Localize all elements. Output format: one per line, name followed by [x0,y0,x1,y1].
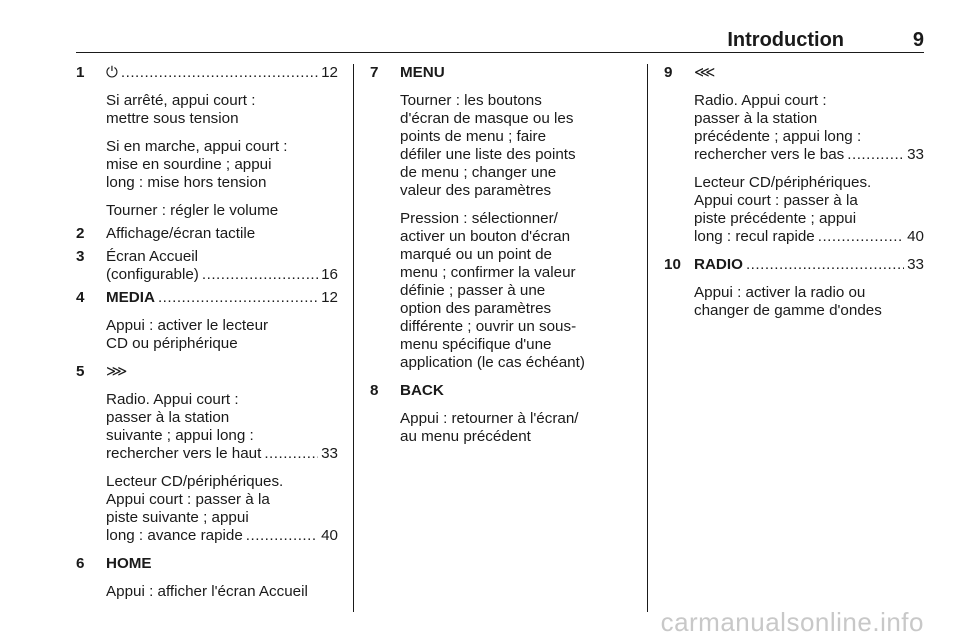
page-reference[interactable]: 12 [321,64,338,81]
entry-number: 4 [76,289,85,306]
paragraph [400,210,630,372]
dot-leader [158,289,318,307]
paragraph [400,410,630,446]
section-title: Introduction [727,29,844,51]
text-line: rechercher vers le haut [106,445,262,462]
dot-leader [264,445,318,463]
text-line: au menu précédent [400,428,531,445]
text-line: Appui court : passer à la [106,491,270,508]
entry-number: 10 [664,256,681,273]
page-reference[interactable]: 40 [907,228,924,245]
entry-2 [76,225,338,243]
seek-forward-icon: ⋙ [106,363,128,380]
text-line: activer un bouton d'écran [400,228,571,245]
text-line: Lecteur CD/périphériques. [694,174,872,191]
text-line: Si arrêté, appui court : [106,92,256,109]
control-label: MENU [400,64,445,81]
text-line: application (le cas échéant) [400,354,585,371]
entry-number: 5 [76,363,85,380]
text-line: Appui court : passer à la [694,192,858,209]
paragraph [106,583,338,601]
dot-leader [246,527,318,545]
control-label: RADIO [694,256,743,273]
page-reference[interactable]: 33 [321,445,338,462]
text-line: de menu ; changer une [400,164,557,181]
entry-number: 8 [370,382,379,399]
text-line: passer à la station [694,110,818,127]
text-line: option des paramètres [400,300,552,317]
paragraph [106,138,338,192]
text-line: menu spécifique d'une [400,336,552,353]
paragraph [106,202,338,220]
text-line: points de menu ; faire [400,128,547,145]
text-line: Radio. Appui court : [106,391,239,408]
entry-6 [76,555,338,601]
text-line: défiler une liste des points [400,146,576,163]
text-line: Appui : afficher l'écran Accueil [106,583,308,600]
text-line: mettre sous tension [106,110,239,127]
entry-5 [76,363,338,545]
entry-7 [370,64,630,372]
text-line: suivante ; appui long : [106,427,254,444]
control-label: MEDIA [106,289,155,306]
text-line: mise en sourdine ; appui [106,156,272,173]
text-line: menu ; confirmer la valeur [400,264,576,281]
text-line: CD ou périphérique [106,335,238,352]
control-label: BACK [400,382,444,399]
entry-number: 3 [76,248,85,265]
text-line: Appui : activer le lecteur [106,317,269,334]
text-line: Pression : sélectionner/ [400,210,558,227]
paragraph [694,284,924,320]
paragraph [106,92,338,128]
entry-number: 1 [76,64,85,81]
column-2 [370,64,630,446]
entry-number: 7 [370,64,379,81]
seek-backward-icon: ⋘ [694,64,716,81]
entry-1 [76,64,338,220]
text-line: différente ; ouvrir un sous- [400,318,577,335]
text-line: valeur des paramètres [400,182,552,199]
paragraph [106,317,338,353]
entry-text: Affichage/écran tactile [106,225,256,242]
column-3 [664,64,924,320]
paragraph [106,391,338,463]
entry-9 [664,64,924,246]
paragraph [694,92,924,164]
entry-text: Écran Accueil [106,248,199,265]
text-line: piste suivante ; appui [106,509,249,526]
column-1 [76,64,338,601]
entry-10 [664,256,924,320]
text-line: long : recul rapide [694,228,815,245]
text-line: définie ; passer à une [400,282,546,299]
text-line: Lecteur CD/périphériques. [106,473,284,490]
control-label: HOME [106,555,152,572]
page-number: 9 [912,29,924,51]
watermark: carmanualsonline.info [660,607,924,637]
entry-number: 9 [664,64,673,81]
dot-leader [202,266,318,284]
text-line: Radio. Appui court : [694,92,827,109]
dot-leader [121,64,318,82]
column-divider [647,64,648,612]
entry-4 [76,289,338,353]
text-line: long : avance rapide [106,527,243,544]
page-reference[interactable]: 16 [321,266,338,283]
page-reference[interactable]: 33 [907,256,924,273]
page-reference[interactable]: 40 [321,527,338,544]
entry-number: 6 [76,555,85,572]
dot-leader [847,146,904,164]
page-header [76,24,924,53]
text-line: précédente ; appui long : [694,128,862,145]
entry-text: (configurable) [106,266,199,283]
text-line: rechercher vers le bas [694,146,845,163]
paragraph [106,473,338,545]
text-line: Appui : activer la radio ou [694,284,866,301]
dot-leader [746,256,904,274]
text-line: d'écran de masque ou les [400,110,574,127]
entry-8 [370,382,630,446]
paragraph [400,92,630,200]
text-line: marqué ou un point de [400,246,552,263]
text-line: piste précédente ; appui [694,210,857,227]
power-icon: ⏻ [106,64,118,81]
text-line: passer à la station [106,409,230,426]
column-divider [353,64,354,612]
entry-number: 2 [76,225,85,242]
text-line: changer de gamme d'ondes [694,302,882,319]
text-line: Tourner : régler le volume [106,202,279,219]
text-line: long : mise hors tension [106,174,267,191]
dot-leader [818,228,904,246]
entry-3 [76,248,338,284]
text-line: Appui : retourner à l'écran/ [400,410,579,427]
text-line: Si en marche, appui court : [106,138,288,155]
text-line: Tourner : les boutons [400,92,542,109]
page-reference[interactable]: 33 [907,146,924,163]
paragraph [694,174,924,246]
page-reference[interactable]: 12 [321,289,338,306]
